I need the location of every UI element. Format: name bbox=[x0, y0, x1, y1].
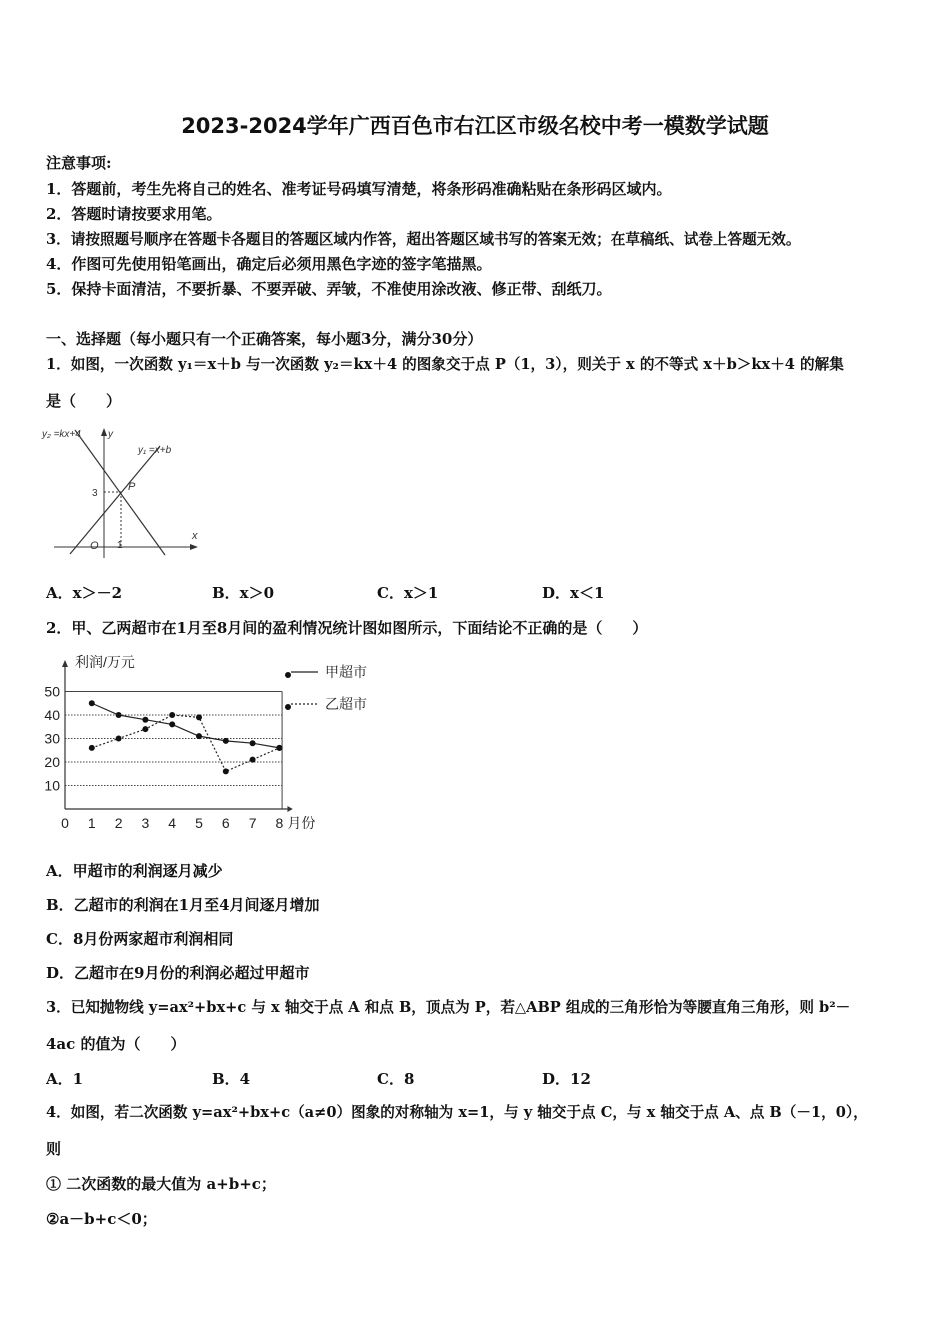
q2-option-c: C．8月份两家超市利润相同 bbox=[46, 930, 234, 948]
page-title: 2023-2024学年广西百色市右江区市级名校中考一模数学试题 bbox=[181, 114, 769, 138]
section-heading: 一、选择题（每小题只有一个正确答案，每小题3分，满分30分） bbox=[46, 330, 483, 348]
notice-item-3: 3．请按照题号顺序在答题卡各题目的答题区域内作答，超出答题区域书写的答案无效；在草稿纸、试卷上答题无效。 bbox=[46, 231, 801, 248]
q1-line-y1 bbox=[70, 446, 160, 554]
q2-stem: 2．甲、乙两超市在1月至8月间的盈利情况统计图如图所示，下面结论不正确的是（ ） bbox=[46, 619, 648, 637]
profit-chart bbox=[40, 650, 390, 840]
chart-point bbox=[142, 726, 148, 732]
q1-label-y1: y₁ =x+b bbox=[138, 445, 172, 456]
q1-option-a: A．x＞－2 bbox=[46, 584, 123, 602]
chart-point bbox=[169, 712, 175, 718]
chart-x-tick-label: 1 bbox=[87, 815, 96, 831]
q4-item-2: ②a－b+c＜0； bbox=[46, 1210, 157, 1228]
chart-x-tick-label: 2 bbox=[114, 815, 123, 831]
q1-stem: 1．如图，一次函数 y₁＝x＋b 与一次函数 y₂＝kx＋4 的图象交于点 P（1，3），则关于 x 的不等式 x＋b＞kx＋4 的解集 bbox=[46, 356, 844, 373]
chart-x-tick-label: 6 bbox=[221, 815, 230, 831]
q1-option-b: B．x＞0 bbox=[212, 584, 275, 602]
chart-point bbox=[223, 768, 229, 774]
q1-option-c: C．x＞1 bbox=[377, 584, 439, 602]
chart-y-tick-label: 40 bbox=[44, 707, 60, 723]
chart-legend-label: 甲超市 bbox=[325, 664, 367, 680]
q1-x-arrow bbox=[190, 544, 198, 550]
q4-stem-cont: 则 bbox=[46, 1140, 62, 1158]
chart-y-tick-label: 50 bbox=[44, 683, 60, 700]
notice-item-4: 4．作图可先使用铅笔画出，确定后必须用黑色字迹的签字笔描黑。 bbox=[46, 255, 492, 273]
q1-label-3: 3 bbox=[92, 488, 98, 499]
q1-label-x: x bbox=[192, 530, 198, 542]
chart-x-tick-label: 5 bbox=[195, 815, 203, 831]
chart-x-tick-label: 3 bbox=[141, 815, 150, 831]
chart-y-axis-label: 利润/万元 bbox=[75, 654, 135, 670]
q1-stem-cont: 是（ ） bbox=[46, 392, 122, 410]
chart-point bbox=[223, 738, 229, 744]
chart-x-arrow bbox=[287, 806, 292, 812]
q1-label-y2: y₂ =kx+4 bbox=[42, 429, 81, 440]
chart-point bbox=[196, 714, 202, 720]
q1-label-p: P bbox=[128, 481, 136, 493]
notice-item-1: 1．答题前，考生先将自己的姓名、准考证号码填写清楚，将条形码准确粘贴在条形码区域内。 bbox=[46, 180, 672, 198]
chart-legend-marker bbox=[285, 672, 291, 678]
notice-heading: 注意事项: bbox=[46, 154, 112, 172]
chart-point bbox=[142, 717, 148, 723]
chart-y-tick-label: 30 bbox=[44, 730, 60, 747]
chart-point bbox=[196, 733, 202, 739]
q2-option-b: B．乙超市的利润在1月至4月间逐月增加 bbox=[46, 896, 320, 914]
chart-point bbox=[250, 740, 256, 746]
q1-label-1: 1 bbox=[117, 540, 123, 551]
q3-option-c: C．8 bbox=[377, 1070, 415, 1088]
chart-point bbox=[89, 745, 95, 751]
chart-point bbox=[169, 721, 175, 727]
chart-point bbox=[276, 745, 282, 751]
notice-item-2: 2．答题时请按要求用笔。 bbox=[46, 205, 222, 223]
chart-legend-marker bbox=[285, 704, 291, 710]
q1-y-arrow bbox=[101, 428, 107, 436]
q3-option-b: B．4 bbox=[212, 1070, 251, 1088]
q3-option-d: D．12 bbox=[542, 1070, 591, 1088]
chart-point bbox=[116, 712, 122, 718]
q3-option-a: A．1 bbox=[46, 1070, 84, 1088]
q1-label-y: y bbox=[108, 429, 113, 440]
notice-item-5: 5．保持卡面清洁，不要折暴、不要弄破、弄皱，不准使用涂改液、修正带、刮纸刀。 bbox=[46, 280, 612, 298]
chart-x-tick-label: 4 bbox=[168, 815, 177, 831]
q1-figure bbox=[40, 418, 210, 563]
chart-y-arrow bbox=[62, 660, 68, 667]
chart-x-tick-label: 7 bbox=[248, 815, 257, 831]
chart-x-tick-label: 8 bbox=[275, 815, 284, 831]
chart-point bbox=[89, 700, 95, 706]
q4-item-1: ① 二次函数的最大值为 a+b+c； bbox=[46, 1175, 276, 1193]
chart-x-tick-label: 0 bbox=[61, 815, 69, 831]
chart-legend-label: 乙超市 bbox=[325, 696, 367, 712]
q3-stem-cont: 4ac 的值为（ ） bbox=[46, 1035, 186, 1053]
q4-stem: 4．如图，若二次函数 y=ax²+bx+c（a≠0）图象的对称轴为 x=1，与 y 轴交于点 C，与 x 轴交于点 A、点 B（－1，0）， bbox=[46, 1104, 868, 1121]
q2-option-d: D．乙超市在9月份的利润必超过甲超市 bbox=[46, 964, 310, 982]
q1-label-o: O bbox=[90, 540, 99, 552]
q1-option-d: D．x＜1 bbox=[542, 584, 605, 602]
q3-stem: 3．已知抛物线 y=ax²+bx+c 与 x 轴交于点 A 和点 B，顶点为 P，若△ABP 组成的三角形恰为等腰直角三角形，则 b²－ bbox=[46, 999, 851, 1016]
chart-y-tick-label: 10 bbox=[44, 777, 60, 794]
chart-point bbox=[116, 736, 122, 742]
chart-x-axis-label: 月份 bbox=[287, 815, 316, 831]
chart-y-tick-label: 20 bbox=[44, 754, 60, 770]
q2-option-a: A．甲超市的利润逐月减少 bbox=[46, 862, 223, 880]
chart-point bbox=[250, 757, 256, 763]
